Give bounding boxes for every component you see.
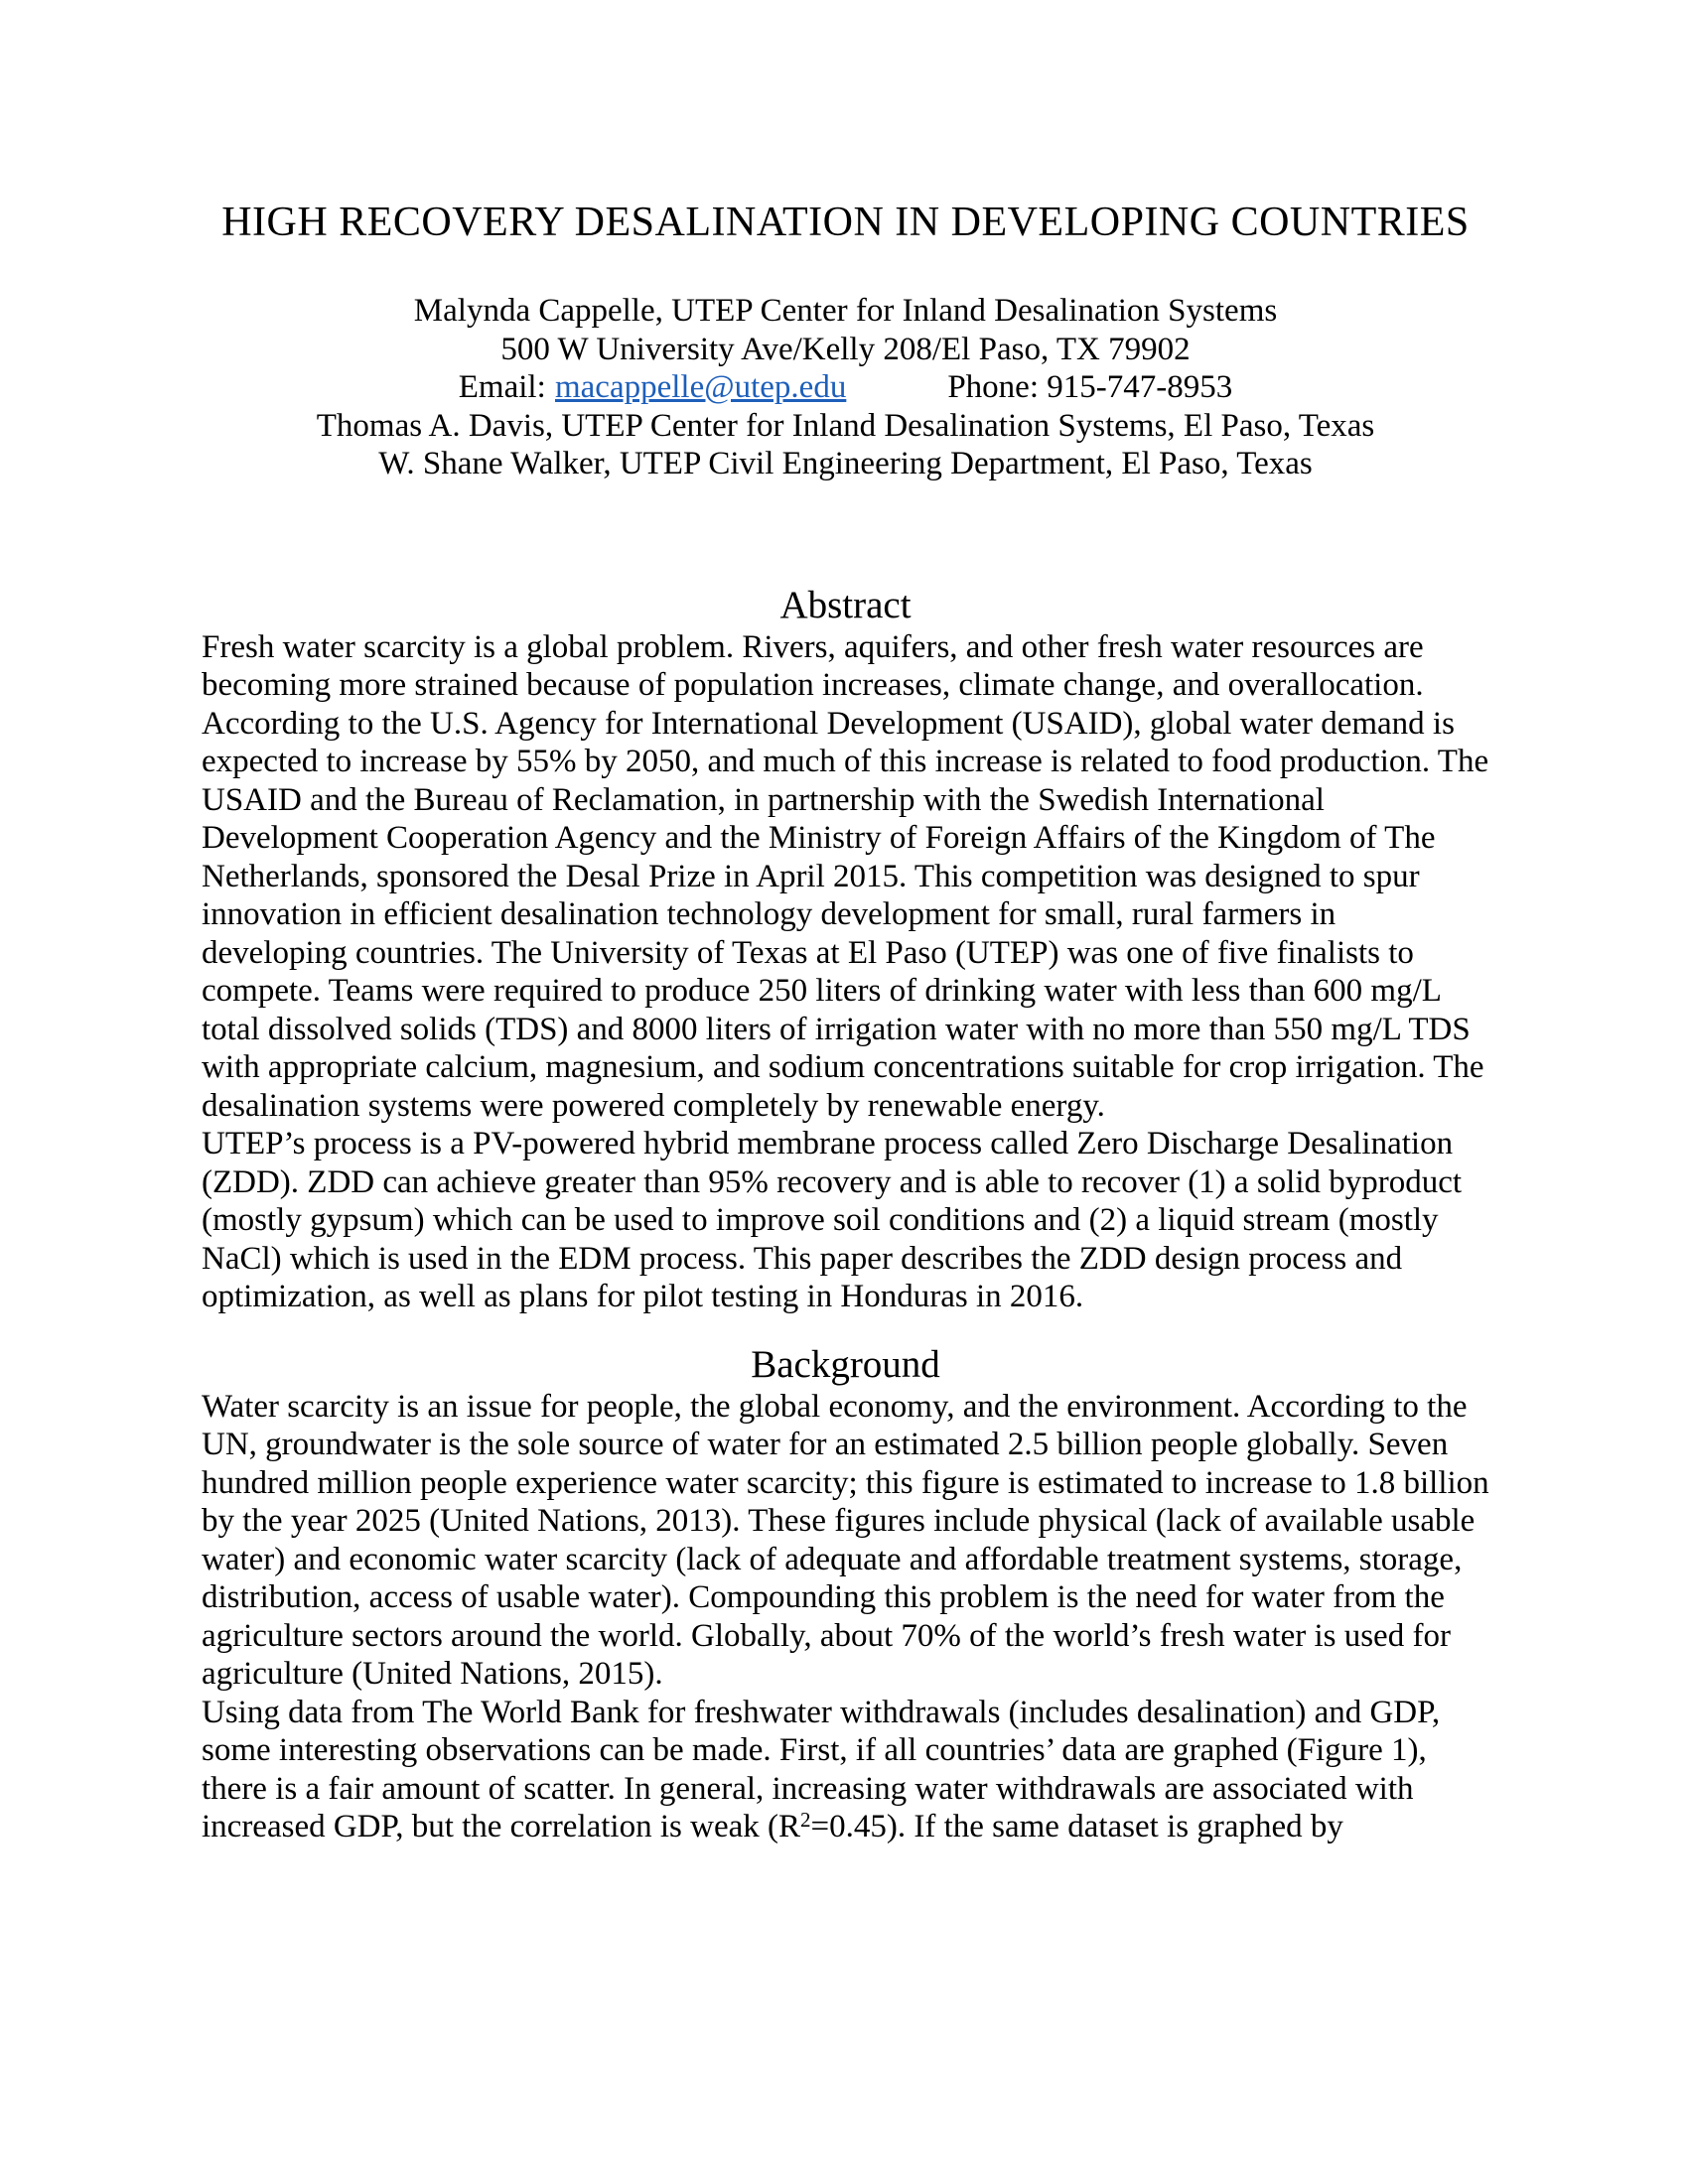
background-paragraph-1: Water scarcity is an issue for people, the global economy, and the environment. According to the UN, groundwater is the sole source of water for an estimated 2.5 billion people globally. Seven hundred million people experience water scarcity; this figure is estimated to increase to 1.8 billion by the year 2025 (United Nations, 2013). These figures include physical (lack of available usable water) and economic water scarcity (lack of adequate and affordable treatment systems, storage, distribution, access of usable water). Compounding this problem is the need for water from the agriculture sectors around the world. Globally, about 70% of the world’s fresh water is used for agriculture (United Nations, 2015). [202, 1388, 1489, 1692]
abstract-paragraph-2: UTEP’s process is a PV-powered hybrid membrane process called Zero Discharge Desalination (ZDD). ZDD can achieve greater than 95% recovery and is able to recover (1) a solid byproduct (mostly gypsum) which can be used to improve soil conditions and (2) a liquid stream (mostly NaCl) which is used in the EDM process. This paper describes the ZDD design process and optimization, as well as plans for pilot testing in Honduras in 2016. [202, 1126, 1463, 1314]
author-line-2: Thomas A. Davis, UTEP Center for Inland Desalination Systems, El Paso, Texas [316, 407, 1375, 444]
section-heading-abstract: Abstract [779, 583, 912, 626]
background-paragraph-2-tail: =0.45). If the same dataset is graphed by [810, 1809, 1343, 1844]
background-paragraph-2-text: Using data from The World Bank for freshwater withdrawals (includes desalination) and GDP, some interesting observations can be made. First, if all countries’ data are graphed (Figure 1), there is a fair amount of scatter. In general, increasing water withdrawals are associated with increased GDP, but the correlation is weak (R [202, 1694, 1441, 1844]
contact-line [202, 368, 1489, 407]
r-squared-superscript: 2 [800, 1807, 811, 1832]
email-label: Email: [458, 369, 546, 405]
section-heading-background: Background [751, 1342, 940, 1386]
abstract-paragraph-1: Fresh water scarcity is a global problem. Rivers, aquifers, and other fresh water resources are becoming more strained because of population increases, climate change, and overallocation. According to the U.S. Agency for International Development (USAID), global water demand is expected to increase by 55% by 2050, and much of this increase is related to food production. The USAID and the Bureau of Reclamation, in partnership with the Swedish International Development Cooperation Agency and the Ministry of Foreign Affairs of the Kingdom of The Netherlands, sponsored the Desal Prize in April 2015. This competition was designed to spur innovation in efficient desalination technology development for small, rural farmers in developing countries. The University of Texas at El Paso (UTEP) was one of five finalists to compete. Teams were required to produce 250 liters of drinking water with less than 600 mg/L total dissolved solids (TDS) and 8000 liters of irrigation water with no more than 550 mg/L TDS with appropriate calcium, magnesium, and sodium concentrations suitable for crop irrigation. The desalination systems were powered completely by renewable energy. [202, 628, 1489, 1124]
author-block [202, 292, 1489, 483]
author-line-3: W. Shane Walker, UTEP Civil Engineering Department, El Paso, Texas [378, 446, 1313, 481]
email-link[interactable]: macappelle@utep.edu [554, 369, 847, 405]
phone-number: Phone: 915-747-8953 [947, 369, 1233, 405]
paper-title: HIGH RECOVERY DESALINATION IN DEVELOPING COUNTRIES [221, 200, 1470, 245]
background-paragraph-2 [202, 1694, 1489, 1846]
author-line-1: Malynda Cappelle, UTEP Center for Inland Desalination Systems [413, 293, 1278, 329]
author-address-line: 500 W University Ave/Kelly 208/El Paso, TX 79902 [500, 331, 1191, 367]
